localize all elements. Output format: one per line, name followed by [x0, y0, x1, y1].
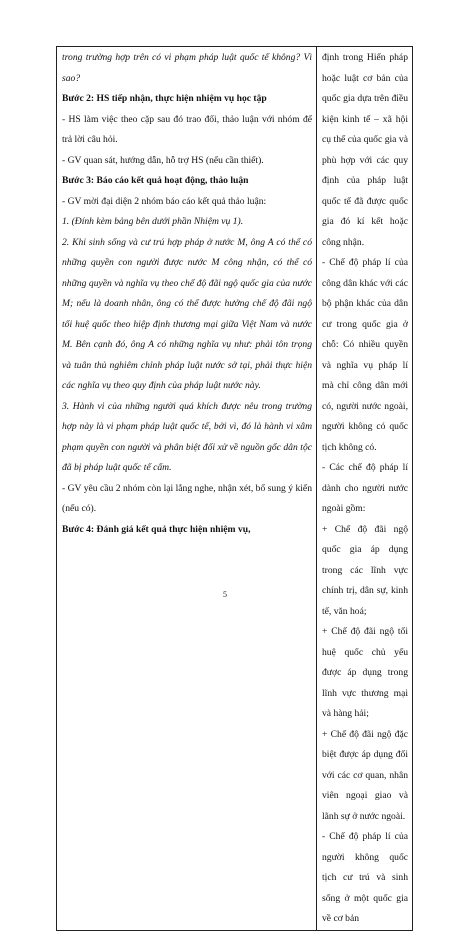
paragraph: + Chế độ đãi ngộ quốc gia áp dụng trong các lĩnh vực chính trị, dân sự, kinh tế, văn hoá;	[322, 523, 408, 617]
answer-2: 2. Khi sinh sống và cư trú hợp pháp ở nước M, ông A có thể có những quyền con người được nước M công nhận, có thể có những quyền và nghĩa vụ theo chế độ đãi ngộ quốc gia của nước M; nếu là doanh nhân, ông có thể được hưởng chế độ đãi ngộ tối huệ quốc theo hiệp định thương mại giữa Việt Nam và nước M. Bên cạnh đó, ông A có những nghĩa vụ như: phải tôn trọng và tuân thủ nghiêm chỉnh pháp luật nước sở tại, phải thực hiện các nghĩa vụ theo quy định của pháp luật nước này.	[62, 236, 312, 391]
paragraph: - GV mời đại diện 2 nhóm báo cáo kết quả thảo luận:	[62, 195, 267, 207]
paragraph: - Chế độ pháp lí của công dân khác với các bộ phận khác của dân cư trong quốc gia ở chỗ: Có nhiều quyền và nghĩa vụ pháp lí mà chỉ công dân mới có, người nước ngoài, người không có quốc tịch không có.	[322, 257, 408, 453]
content-column	[317, 47, 413, 931]
paragraph: - HS làm việc theo cặp sau đó trao đổi, thảo luận với nhóm để trả lời câu hỏi.	[62, 113, 312, 145]
question-text: trong trường hợp trên có vi phạm pháp luật quốc tế không? Vì sao?	[62, 52, 312, 84]
step-2-heading: Bước 2: HS tiếp nhận, thực hiện nhiệm vụ học tập	[62, 93, 267, 104]
page-number: 5	[223, 590, 227, 599]
answer-3: 3. Hành vi của những người quá khích được nêu trong trường hợp này là vi phạm pháp luật quốc tế, bởi vì, đó là hành vi xâm phạm quyền con người và phân biệt đối xử về nguồn gốc dân tộc đã bị pháp luật quốc tế cấm.	[62, 400, 312, 473]
paragraph: + Chế độ đãi ngộ đặc biệt được áp dụng đối với các cơ quan, nhân viên ngoại giao và lãnh sự ở nước ngoài.	[322, 728, 408, 822]
answer-1: 1. (Đính kèm bảng bên dưới phần Nhiệm vụ 1).	[62, 216, 244, 227]
activity-column	[57, 47, 317, 931]
lesson-table	[56, 46, 413, 931]
paragraph: - GV yêu cầu 2 nhóm còn lại lắng nghe, nhận xét, bổ sung ý kiến (nếu có).	[62, 482, 312, 514]
paragraph: - GV quan sát, hướng dẫn, hỗ trợ HS (nếu cần thiết).	[62, 154, 264, 166]
table-row	[57, 47, 413, 931]
paragraph: định trong Hiến pháp hoặc luật cơ bản của quốc gia dựa trên điều kiện kinh tế – xã hội cụ thể của quốc gia và phù hợp với các quy định của pháp luật quốc tế đã được quốc gia đó kí kết hoặc công nhận.	[322, 52, 408, 248]
document-page	[56, 46, 408, 931]
step-3-heading: Bước 3: Báo cáo kết quả hoạt động, thảo luận	[62, 175, 249, 186]
paragraph: - Chế độ pháp lí của người không quốc tịch cư trú và sinh sống ở một quốc gia về cơ bản	[322, 831, 408, 924]
paragraph: - Các chế độ pháp lí dành cho người nước ngoài gồm:	[322, 462, 408, 514]
paragraph: + Chế độ đãi ngộ tối huệ quốc chủ yếu được áp dụng trong lĩnh vực thương mại và hàng hải;	[322, 626, 408, 719]
step-4-heading: Bước 4: Đánh giá kết quả thực hiện nhiệm vụ,	[62, 523, 251, 535]
